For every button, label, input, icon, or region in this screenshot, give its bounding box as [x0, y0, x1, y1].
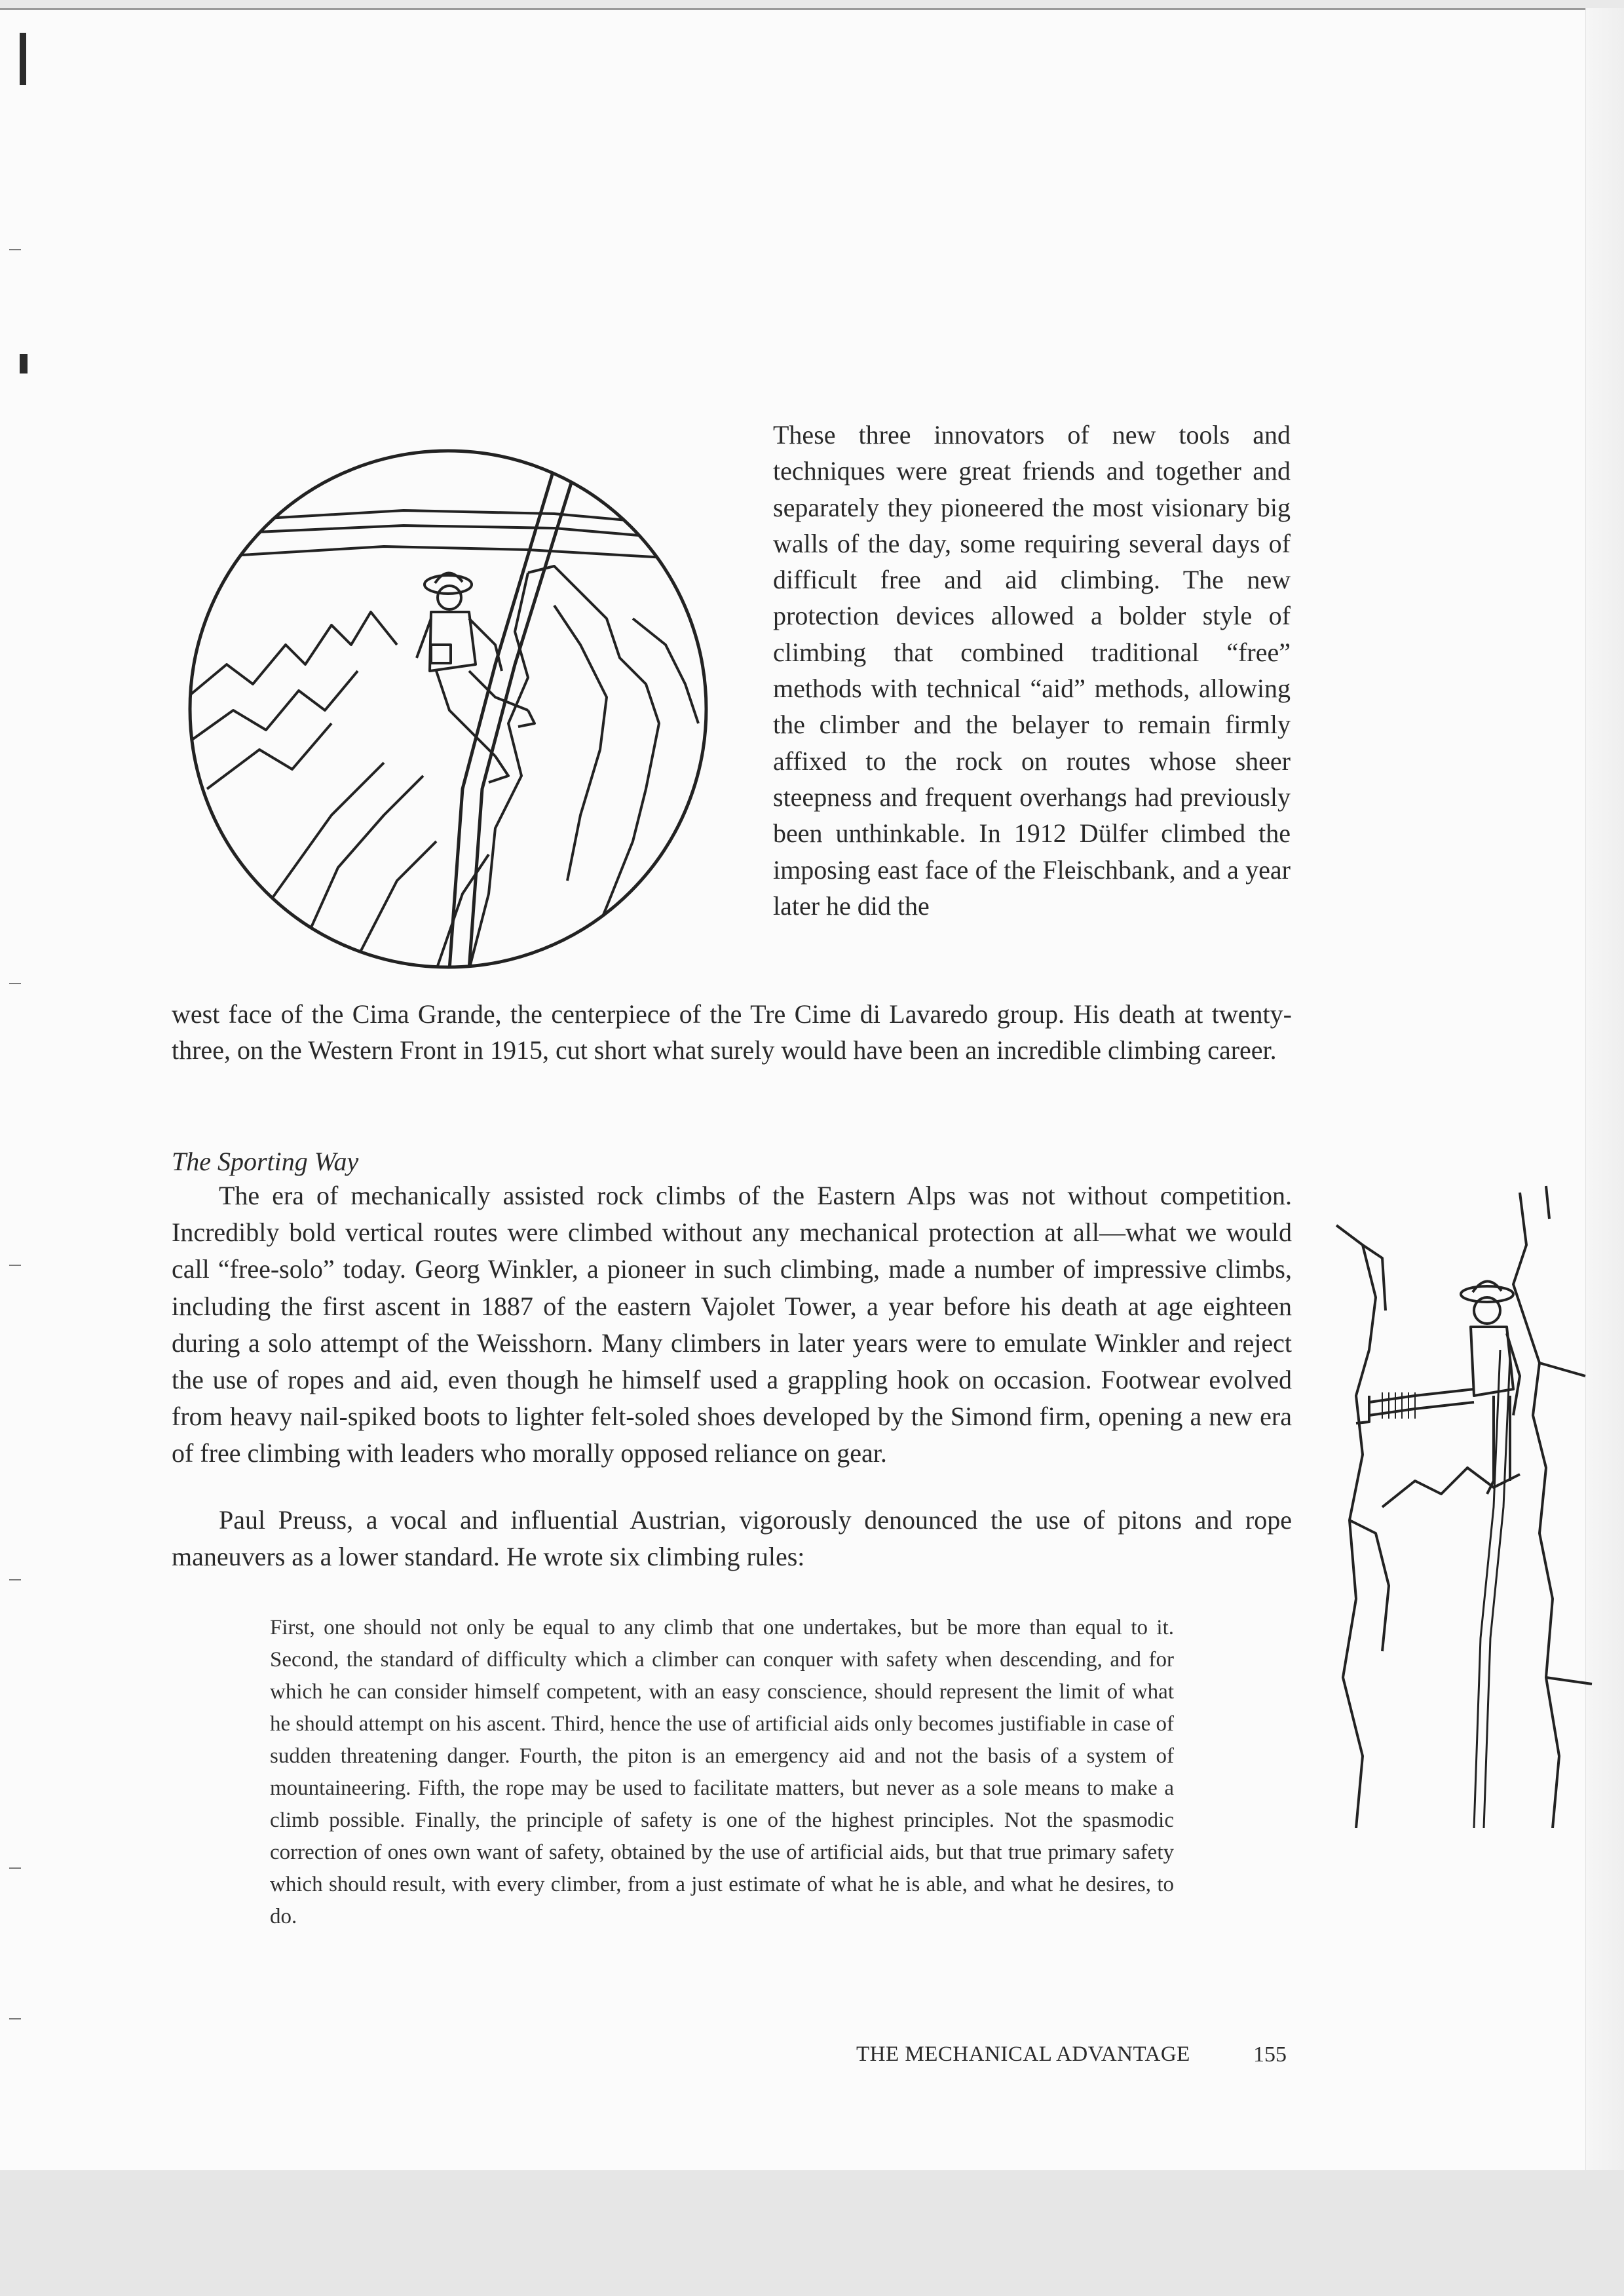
intro-paragraph: These three innovators of new tools and techniques were great friends and together and separately they pioneered the most visionary big walls of the day, some requiring several days of difficult free and aid climbing. The new protection devices allowed a bolder style of climbing that combined traditional “free” methods with technical “aid” methods, allowing the climber and the belayer to remain firmly affixed to the rock on routes whose sheer steepness and frequent overhangs had previously been unthinkable. In 1912 Dülfer climbed the imposing east face of the Fleischbank, and a year later he did the [773, 420, 1291, 921]
climber-standing-illustration [1323, 1179, 1598, 1828]
intro-paragraph-continued: west face of the Cima Grande, the centerpiece of the Tre Cime di Lavaredo group. His death at twenty-three, on the Western Front in 1915, cut short what surely would have been an incredible climbing career. [172, 999, 1292, 1065]
edge-tick [9, 1867, 21, 1869]
body-paragraph-2: Paul Preuss, a vocal and influential Austrian, vigorously denounced the use of pitons and rope maneuvers as a lower standard. He wrote six climbing rules: [172, 1505, 1292, 1572]
running-footer: THE MECHANICAL ADVANTAGE [856, 2042, 1190, 2066]
blockquote-climbing-rules: First, one should not only be equal to any climb that one undertakes, but be more than equal to it. Second, the standard of difficulty which a climber can conquer with safety when descending, and for which he can consider himself competent, with an easy conscience, should represent the limit of what he should attempt on his ascent. Third, hence the use of artificial aids only becomes justifiable in case of sudden threatening danger. Fourth, the piton is an emergency aid and not the basis of a system of mountaineering. Fifth, the rope may be used to facilitate matters, but never as a sole means to make a climb possible. Finally, the principle of safety is one of the highest principles. Not the spasmodic correction of ones own want of safety, obtained by the use of artificial aids, but that true primary safety which should result, with every climber, from a just estimate of what he is able, and what he desires, to do. [270, 1616, 1174, 1928]
climber-circle-illustration [187, 448, 709, 970]
page-gutter [1585, 8, 1624, 2170]
edge-tick [9, 1265, 21, 1266]
scanner-bed-strip [0, 2170, 1624, 2296]
edge-tick [9, 249, 21, 250]
edge-tick [9, 983, 21, 984]
edge-tick [9, 1579, 21, 1580]
page-number: 155 [1253, 2042, 1287, 2067]
binder-mark [20, 33, 26, 85]
binder-mark-small [20, 354, 28, 373]
section-subheading: The Sporting Way [172, 1147, 359, 1176]
body-paragraph-1: The era of mechanically assisted rock climbs of the Eastern Alps was not without competition. Incredibly bold vertical routes were climbed without any mechanical protection at all—what we would call “free-solo” today. Georg Winkler, a pioneer in such climbing, made a number of impressive climbs, including the first ascent in 1887 of the eastern Vajolet Tower, a year before his death at age eighteen during a solo attempt of the Weisshorn. Many climbers in later years were to emulate Winkler and reject the use of ropes and aid, even though he himself used a grappling hook on occasion. Footwear evolved from heavy nail-spiked boots to lighter felt-soled shoes developed by the Simond firm, opening a new era of free climbing with leaders who morally opposed reliance on gear. [172, 1181, 1292, 1468]
edge-tick [9, 2018, 21, 2019]
